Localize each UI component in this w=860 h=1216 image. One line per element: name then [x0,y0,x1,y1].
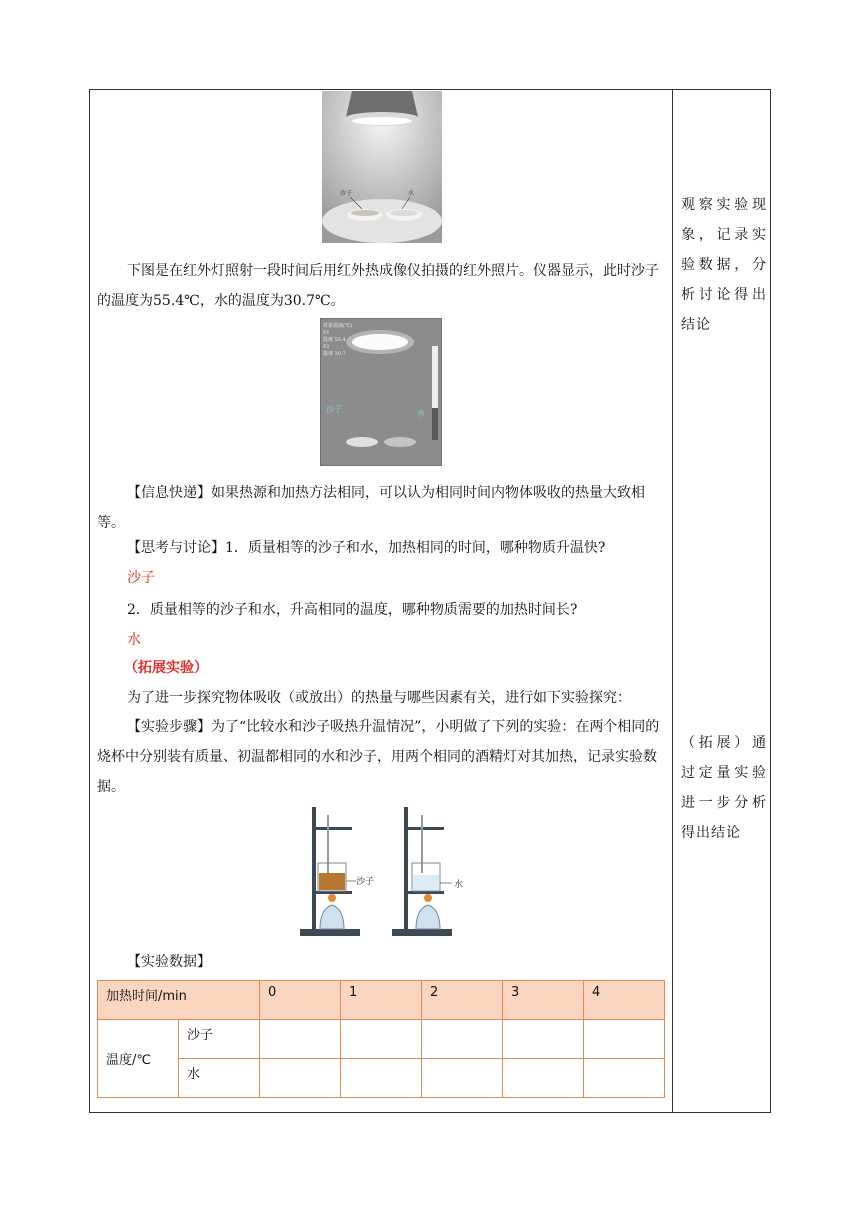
extension-intro: 为了进一步探究物体吸收（或放出）的热量与哪些因素有关，进行如下实验探究： [127,690,631,706]
thermal-readout-2: 温度 55.4 [323,337,346,343]
table-row [98,1059,665,1098]
row-label-sand: 沙子 [179,1020,260,1059]
thermal-readout-3: P2 [323,344,330,350]
thermal-readout-1: P1 [323,330,330,336]
table-cell[interactable] [422,1059,503,1098]
time-cell: 0 [260,981,341,1020]
thermal-sand-label: 沙子 [326,405,342,414]
time-cell: 4 [584,981,665,1020]
column-divider [672,89,673,1113]
temperature-label: 温度/℃ [98,1020,179,1098]
apparatus-sand-label: 沙子 [356,877,375,887]
data-table [97,980,665,1098]
apparatus-water-label: 水 [454,880,464,890]
thermal-photo [320,318,442,466]
thermal-readout-0: 对象温度(℃) [323,323,353,329]
table-cell[interactable] [584,1020,665,1059]
experiment-steps: 【实验步骤】为了“比较水和沙子吸热升温情况”，小明做了下列的实验：在两个相同的烧杯中分别装有质量、初温都相同的水和沙子，用两个相同的酒精灯对其加热，记录实验数据。 [97,719,660,795]
thermal-readout-4: 温度 30.7 [323,351,346,357]
info-paragraph: 【信息快递】如果热源和加热方法相同，可以认为相同时间内物体吸收的热量大致相等。 [97,485,645,531]
table-cell[interactable] [260,1020,341,1059]
data-title: 【实验数据】 [127,954,211,970]
apparatus-diagram [298,805,478,940]
answer-2: 水 [127,632,141,648]
extension-title: （拓展实验） [124,660,208,676]
time-cell: 1 [341,981,422,1020]
water-label: 水 [408,190,415,197]
side-note-extension: （拓展）通过定量实验进一步分析得出结论 [681,735,767,841]
table-header-row [98,981,665,1020]
time-cell: 2 [422,981,503,1020]
table-cell[interactable] [341,1059,422,1098]
thermal-water-label: 水 [417,409,425,418]
time-header: 加热时间/min [98,981,260,1020]
table-cell[interactable] [584,1059,665,1098]
table-cell[interactable] [503,1059,584,1098]
table-row [98,1020,665,1059]
question-2: 2．质量相等的沙子和水，升高相同的温度，哪种物质需要的加热时间长? [127,602,578,618]
table-cell[interactable] [260,1059,341,1098]
side-note-observe: 观察实验现象，记录实验数据，分析讨论得出结论 [681,197,767,333]
lamp-photo [322,91,442,243]
row-label-water: 水 [179,1059,260,1098]
table-cell[interactable] [341,1020,422,1059]
thermal-description: 下图是在红外灯照射一段时间后用红外热成像仪拍摄的红外照片。仪器显示，此时沙子的温度为55.4℃，水的温度为30.7℃。 [97,263,659,309]
question-1: 【思考与讨论】1．质量相等的沙子和水，加热相同的时间，哪种物质升温快? [127,540,606,556]
time-cell: 3 [503,981,584,1020]
answer-1: 沙子 [127,570,155,586]
table-cell[interactable] [503,1020,584,1059]
table-cell[interactable] [422,1020,503,1059]
sand-label: 沙子 [340,190,353,197]
